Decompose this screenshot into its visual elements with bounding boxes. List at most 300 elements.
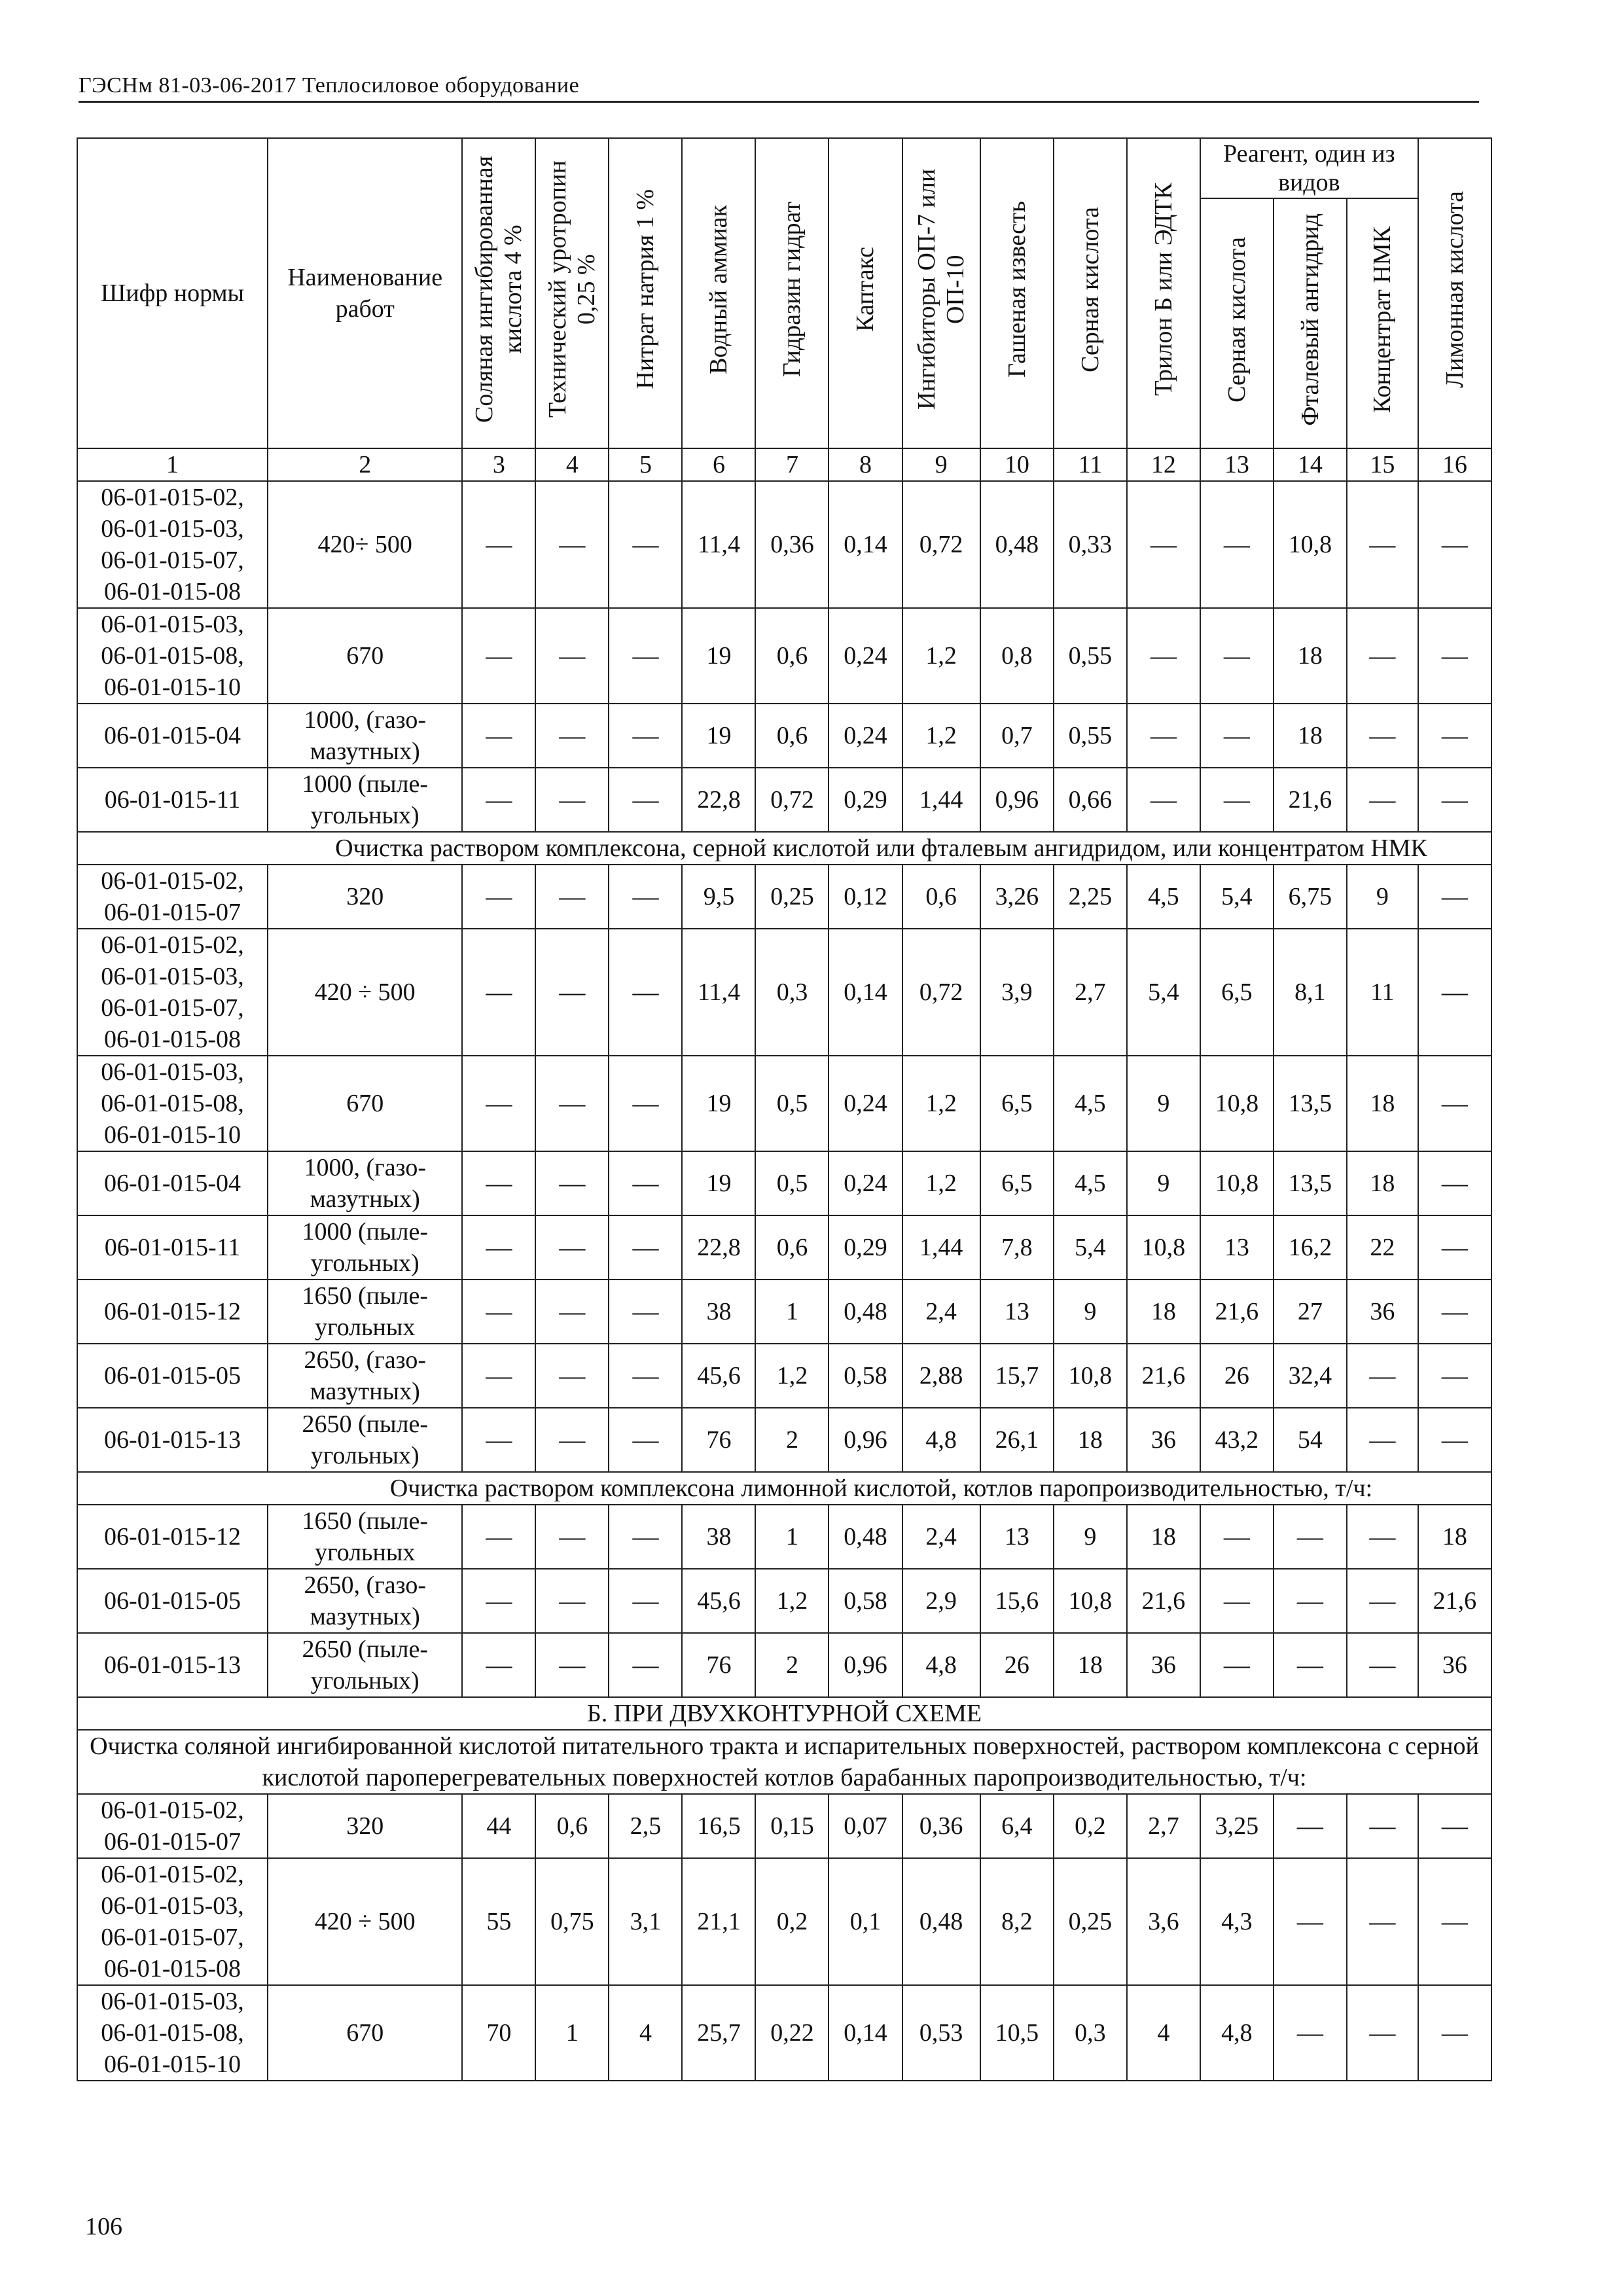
value-cell: — <box>609 608 682 704</box>
value-cell: 0,96 <box>829 1408 902 1472</box>
column-number: 2 <box>268 448 462 481</box>
value-cell: 7,8 <box>980 1215 1054 1280</box>
work-name-cell: 1000, (газо- мазутных) <box>268 1151 462 1215</box>
value-cell: 0,72 <box>902 481 980 608</box>
table-row <box>77 1344 1491 1408</box>
value-cell: 0,25 <box>1054 1858 1127 1985</box>
norm-code-cell: 06-01-015-12 <box>77 1505 268 1569</box>
work-name-cell: 1650 (пыле- угольных <box>268 1280 462 1344</box>
value-cell: — <box>1418 1280 1491 1344</box>
value-cell: — <box>1347 1408 1418 1472</box>
value-cell: — <box>1418 1985 1491 2081</box>
value-cell: 18 <box>1127 1280 1200 1344</box>
value-cell: 0,33 <box>1054 481 1127 608</box>
value-cell: — <box>1418 929 1491 1056</box>
section-heading: Очистка соляной ингибированной кислотой питательного тракта и испарительных поверхностей, раствором комплексона с серной кислотой пароперегревательных поверхностей котлов барабанных паропроизводительностью, т/ч: <box>77 1730 1491 1794</box>
value-cell: — <box>535 1151 609 1215</box>
value-cell: — <box>462 704 535 768</box>
value-cell: 0,3 <box>1054 1985 1127 2081</box>
value-cell: 0,48 <box>902 1858 980 1985</box>
value-cell: 0,6 <box>755 1215 829 1280</box>
value-cell: 10,8 <box>1200 1151 1274 1215</box>
value-cell: 0,12 <box>829 865 902 929</box>
column-number: 6 <box>682 448 755 481</box>
value-cell: — <box>535 1569 609 1633</box>
col-header-4: Технический уротропин 0,25 % <box>544 160 601 418</box>
value-cell: — <box>462 1633 535 1697</box>
value-cell: — <box>1274 1794 1347 1858</box>
value-cell: — <box>609 1569 682 1633</box>
value-cell: — <box>1274 1633 1347 1697</box>
value-cell: 2,25 <box>1054 865 1127 929</box>
value-cell: 0,53 <box>902 1985 980 2081</box>
value-cell: 25,7 <box>682 1985 755 2081</box>
value-cell: 0,7 <box>980 704 1054 768</box>
value-cell: 1 <box>755 1505 829 1569</box>
value-cell: 45,6 <box>682 1344 755 1408</box>
value-cell: 76 <box>682 1408 755 1472</box>
value-cell: 38 <box>682 1505 755 1569</box>
value-cell: 76 <box>682 1633 755 1697</box>
table-row <box>77 1408 1491 1472</box>
column-number: 8 <box>829 448 902 481</box>
value-cell: — <box>535 929 609 1056</box>
work-name-cell: 670 <box>268 608 462 704</box>
value-cell: — <box>1418 1344 1491 1408</box>
column-number: 16 <box>1418 448 1491 481</box>
value-cell: 8,1 <box>1274 929 1347 1056</box>
col-header-15: Концентрат НМК <box>1368 226 1397 413</box>
col-header-14: Фталевый ангидрид <box>1296 213 1324 426</box>
value-cell: 0,24 <box>829 1151 902 1215</box>
value-cell: — <box>609 1215 682 1280</box>
value-cell: — <box>535 1408 609 1472</box>
value-cell: 9 <box>1127 1056 1200 1151</box>
value-cell: 1,2 <box>902 1056 980 1151</box>
col-header-16: Лимонная кислота <box>1440 190 1469 388</box>
value-cell: 9,5 <box>682 865 755 929</box>
value-cell: 0,24 <box>829 704 902 768</box>
work-name-cell: 1000 (пыле- угольных) <box>268 768 462 832</box>
value-cell: — <box>1418 865 1491 929</box>
value-cell: 1,2 <box>902 1151 980 1215</box>
value-cell: 0,29 <box>829 768 902 832</box>
value-cell: 9 <box>1054 1505 1127 1569</box>
value-cell: 4,5 <box>1054 1056 1127 1151</box>
norm-code-cell: 06-01-015-03, 06-01-015-08, 06-01-015-10 <box>77 1056 268 1151</box>
value-cell: 13 <box>980 1505 1054 1569</box>
value-cell: 0,58 <box>829 1344 902 1408</box>
value-cell: — <box>609 704 682 768</box>
value-cell: — <box>609 768 682 832</box>
value-cell: — <box>1347 481 1418 608</box>
value-cell: 2,88 <box>902 1344 980 1408</box>
value-cell: 1,2 <box>755 1569 829 1633</box>
value-cell: 36 <box>1127 1408 1200 1472</box>
value-cell: 0,1 <box>829 1858 902 1985</box>
value-cell: — <box>1418 608 1491 704</box>
value-cell: — <box>1418 481 1491 608</box>
value-cell: 3,9 <box>980 929 1054 1056</box>
work-name-cell: 2650 (пыле- угольных) <box>268 1408 462 1472</box>
value-cell: 0,07 <box>829 1794 902 1858</box>
value-cell: 13 <box>980 1280 1054 1344</box>
value-cell: 18 <box>1418 1505 1491 1569</box>
value-cell: — <box>535 865 609 929</box>
value-cell: 16,5 <box>682 1794 755 1858</box>
value-cell: 45,6 <box>682 1569 755 1633</box>
value-cell: 43,2 <box>1200 1408 1274 1472</box>
value-cell: 0,6 <box>755 608 829 704</box>
norm-code-cell: 06-01-015-02, 06-01-015-07 <box>77 1794 268 1858</box>
value-cell: 0,55 <box>1054 608 1127 704</box>
table-row <box>77 1215 1491 1280</box>
value-cell: — <box>535 768 609 832</box>
value-cell: 0,48 <box>829 1505 902 1569</box>
value-cell: 0,72 <box>902 929 980 1056</box>
norm-code-cell: 06-01-015-02, 06-01-015-03, 06-01-015-07, 06-01-015-08 <box>77 481 268 608</box>
value-cell: 21,6 <box>1127 1569 1200 1633</box>
column-number: 5 <box>609 448 682 481</box>
value-cell: 0,96 <box>829 1633 902 1697</box>
section-row <box>77 832 1491 865</box>
value-cell: 1,44 <box>902 768 980 832</box>
table-row <box>77 1985 1491 2081</box>
value-cell: 4,5 <box>1054 1151 1127 1215</box>
value-cell: — <box>1347 1505 1418 1569</box>
value-cell: 0,15 <box>755 1794 829 1858</box>
value-cell: — <box>1418 1151 1491 1215</box>
norm-code-cell: 06-01-015-05 <box>77 1569 268 1633</box>
value-cell: 0,36 <box>902 1794 980 1858</box>
value-cell: — <box>1274 1985 1347 2081</box>
value-cell: 36 <box>1418 1633 1491 1697</box>
value-cell: — <box>1347 1985 1418 2081</box>
work-name-cell: 320 <box>268 1794 462 1858</box>
value-cell: 11 <box>1347 929 1418 1056</box>
value-cell: — <box>1200 1633 1274 1697</box>
value-cell: — <box>462 1151 535 1215</box>
value-cell: 26 <box>980 1633 1054 1697</box>
col-header-10: Гашеная известь <box>1003 201 1031 378</box>
value-cell: — <box>462 481 535 608</box>
norm-code-cell: 06-01-015-02, 06-01-015-03, 06-01-015-07, 06-01-015-08 <box>77 1858 268 1985</box>
value-cell: 0,48 <box>980 481 1054 608</box>
value-cell: 5,4 <box>1054 1215 1127 1280</box>
section-row <box>77 1697 1491 1730</box>
table-row <box>77 1633 1491 1697</box>
value-cell: 0,5 <box>755 1056 829 1151</box>
col-header-12: Трилон Б или ЭДТК <box>1149 183 1177 396</box>
col-header-5: Нитрат натрия 1 % <box>632 189 660 389</box>
value-cell: — <box>462 1280 535 1344</box>
norm-code-cell: 06-01-015-04 <box>77 704 268 768</box>
value-cell: 18 <box>1127 1505 1200 1569</box>
value-cell: 13 <box>1200 1215 1274 1280</box>
page-number: 106 <box>85 2213 122 2240</box>
value-cell: — <box>1347 608 1418 704</box>
norm-code-cell: 06-01-015-11 <box>77 1215 268 1280</box>
section-heading: Очистка раствором комплексона, серной кислотой или фталевым ангидридом, или концентратом НМК <box>77 832 1491 865</box>
value-cell: 11,4 <box>682 929 755 1056</box>
table-row <box>77 1569 1491 1633</box>
value-cell: — <box>462 768 535 832</box>
value-cell: — <box>1418 1858 1491 1985</box>
column-numbers-row <box>77 448 1491 481</box>
column-number: 3 <box>462 448 535 481</box>
table-row <box>77 929 1491 1056</box>
section-heading: Очистка раствором комплексона лимонной кислотой, котлов паропроизводительностью, т/ч: <box>77 1472 1491 1505</box>
column-number: 14 <box>1274 448 1347 481</box>
col-header-name: Наименование работ <box>268 138 462 448</box>
value-cell: — <box>609 929 682 1056</box>
table-row <box>77 608 1491 704</box>
value-cell: — <box>462 1408 535 1472</box>
norm-code-cell: 06-01-015-13 <box>77 1408 268 1472</box>
value-cell: 2,5 <box>609 1794 682 1858</box>
value-cell: 19 <box>682 1151 755 1215</box>
value-cell: 2,7 <box>1127 1794 1200 1858</box>
value-cell: 0,6 <box>535 1794 609 1858</box>
value-cell: — <box>609 1056 682 1151</box>
value-cell: 11,4 <box>682 481 755 608</box>
table-row <box>77 1505 1491 1569</box>
value-cell: — <box>535 1215 609 1280</box>
value-cell: — <box>535 1344 609 1408</box>
value-cell: 3,25 <box>1200 1794 1274 1858</box>
value-cell: 26,1 <box>980 1408 1054 1472</box>
col-header-7: Гидразин гидрат <box>778 202 806 377</box>
norm-code-cell: 06-01-015-02, 06-01-015-07 <box>77 865 268 929</box>
work-name-cell: 1000, (газо- мазутных) <box>268 704 462 768</box>
value-cell: — <box>609 1408 682 1472</box>
value-cell: 0,24 <box>829 1056 902 1151</box>
value-cell: 4,8 <box>1200 1985 1274 2081</box>
value-cell: 19 <box>682 1056 755 1151</box>
work-name-cell: 1000 (пыле- угольных) <box>268 1215 462 1280</box>
value-cell: — <box>609 1633 682 1697</box>
table-row <box>77 768 1491 832</box>
value-cell: — <box>1127 704 1200 768</box>
value-cell: — <box>1418 1215 1491 1280</box>
value-cell: 2,4 <box>902 1505 980 1569</box>
value-cell: 10,8 <box>1054 1569 1127 1633</box>
value-cell: — <box>462 1505 535 1569</box>
value-cell: 15,6 <box>980 1569 1054 1633</box>
value-cell: — <box>1274 1858 1347 1985</box>
col-header-6: Водный аммиак <box>705 204 733 374</box>
value-cell: 18 <box>1347 1151 1418 1215</box>
value-cell: 21,6 <box>1418 1569 1491 1633</box>
value-cell: 6,5 <box>1200 929 1274 1056</box>
value-cell: 0,3 <box>755 929 829 1056</box>
value-cell: 1,2 <box>902 704 980 768</box>
value-cell: — <box>1347 768 1418 832</box>
table-row <box>77 1056 1491 1151</box>
value-cell: — <box>1274 1505 1347 1569</box>
column-number: 9 <box>902 448 980 481</box>
value-cell: 38 <box>682 1280 755 1344</box>
col-header-13: Серная кислота <box>1222 236 1251 403</box>
value-cell: 32,4 <box>1274 1344 1347 1408</box>
value-cell: 26 <box>1200 1344 1274 1408</box>
group-heading: Б. ПРИ ДВУХКОНТУРНОЙ СХЕМЕ <box>77 1697 1491 1730</box>
value-cell: — <box>462 1056 535 1151</box>
work-name-cell: 1650 (пыле- угольных <box>268 1505 462 1569</box>
value-cell: 13,5 <box>1274 1056 1347 1151</box>
value-cell: 0,48 <box>829 1280 902 1344</box>
value-cell: 21,1 <box>682 1858 755 1985</box>
value-cell: 0,5 <box>755 1151 829 1215</box>
norm-code-cell: 06-01-015-04 <box>77 1151 268 1215</box>
value-cell: 22,8 <box>682 1215 755 1280</box>
value-cell: 70 <box>462 1985 535 2081</box>
value-cell: 5,4 <box>1127 929 1200 1056</box>
value-cell: — <box>1347 1344 1418 1408</box>
col-header-11: Серная кислота <box>1076 206 1104 372</box>
value-cell: 4,8 <box>902 1408 980 1472</box>
value-cell: 9 <box>1127 1151 1200 1215</box>
value-cell: — <box>1127 608 1200 704</box>
value-cell: — <box>1418 1408 1491 1472</box>
value-cell: 2 <box>755 1408 829 1472</box>
value-cell: — <box>1200 1569 1274 1633</box>
value-cell: 4,5 <box>1127 865 1200 929</box>
col-header-code: Шифр нормы <box>77 138 268 448</box>
value-cell: 18 <box>1054 1408 1127 1472</box>
norm-code-cell: 06-01-015-03, 06-01-015-08, 06-01-015-10 <box>77 1985 268 2081</box>
table-row <box>77 1858 1491 1985</box>
value-cell: 0,29 <box>829 1215 902 1280</box>
norm-code-cell: 06-01-015-13 <box>77 1633 268 1697</box>
norms-table <box>77 137 1492 2081</box>
work-name-cell: 420÷ 500 <box>268 481 462 608</box>
value-cell: 9 <box>1054 1280 1127 1344</box>
value-cell: 0,8 <box>980 608 1054 704</box>
value-cell: 8,2 <box>980 1858 1054 1985</box>
column-number: 7 <box>755 448 829 481</box>
value-cell: 6,75 <box>1274 865 1347 929</box>
section-row <box>77 1730 1491 1794</box>
col-header-8: Каптакс <box>851 247 880 332</box>
norm-code-cell: 06-01-015-05 <box>77 1344 268 1408</box>
column-number: 13 <box>1200 448 1274 481</box>
value-cell: — <box>462 929 535 1056</box>
value-cell: 22 <box>1347 1215 1418 1280</box>
value-cell: 2,9 <box>902 1569 980 1633</box>
value-cell: 18 <box>1274 704 1347 768</box>
value-cell: — <box>1347 1569 1418 1633</box>
norm-code-cell: 06-01-015-12 <box>77 1280 268 1344</box>
value-cell: — <box>1347 1633 1418 1697</box>
value-cell: — <box>1347 1858 1418 1985</box>
value-cell: 0,66 <box>1054 768 1127 832</box>
value-cell: — <box>535 1056 609 1151</box>
work-name-cell: 420 ÷ 500 <box>268 929 462 1056</box>
table-row <box>77 1151 1491 1215</box>
value-cell: 22,8 <box>682 768 755 832</box>
value-cell: 13,5 <box>1274 1151 1347 1215</box>
value-cell: 4 <box>1127 1985 1200 2081</box>
value-cell: — <box>462 1215 535 1280</box>
value-cell: 5,4 <box>1200 865 1274 929</box>
value-cell: 0,25 <box>755 865 829 929</box>
value-cell: 1,2 <box>755 1344 829 1408</box>
table-row <box>77 865 1491 929</box>
value-cell: 0,24 <box>829 608 902 704</box>
value-cell: — <box>609 1151 682 1215</box>
column-number: 1 <box>77 448 268 481</box>
page-header: ГЭСНм 81-03-06-2017 Теплосиловое оборудование <box>79 73 1479 103</box>
section-row <box>77 1472 1491 1505</box>
value-cell: 0,22 <box>755 1985 829 2081</box>
value-cell: 4 <box>609 1985 682 2081</box>
value-cell: 3,26 <box>980 865 1054 929</box>
norm-code-cell: 06-01-015-03, 06-01-015-08, 06-01-015-10 <box>77 608 268 704</box>
norm-code-cell: 06-01-015-02, 06-01-015-03, 06-01-015-07, 06-01-015-08 <box>77 929 268 1056</box>
value-cell: — <box>609 1280 682 1344</box>
value-cell: — <box>462 865 535 929</box>
norm-code-cell: 06-01-015-11 <box>77 768 268 832</box>
value-cell: 36 <box>1127 1633 1200 1697</box>
value-cell: 10,8 <box>1274 481 1347 608</box>
value-cell: 0,58 <box>829 1569 902 1633</box>
value-cell: — <box>1418 704 1491 768</box>
col-header-9: Ингибиторы ОП-7 или ОП-10 <box>913 168 970 410</box>
value-cell: — <box>609 481 682 608</box>
value-cell: 19 <box>682 704 755 768</box>
value-cell: — <box>1200 704 1274 768</box>
value-cell: 36 <box>1347 1280 1418 1344</box>
value-cell: 3,6 <box>1127 1858 1200 1985</box>
value-cell: 44 <box>462 1794 535 1858</box>
col-header-3: Соляная ингибированная кислота 4 % <box>471 155 527 423</box>
value-cell: 10,8 <box>1200 1056 1274 1151</box>
value-cell: 9 <box>1347 865 1418 929</box>
value-cell: 10,5 <box>980 1985 1054 2081</box>
value-cell: 0,2 <box>755 1858 829 1985</box>
value-cell: — <box>1418 768 1491 832</box>
value-cell: 3,1 <box>609 1858 682 1985</box>
value-cell: 0,2 <box>1054 1794 1127 1858</box>
value-cell: — <box>1347 704 1418 768</box>
value-cell: 18 <box>1274 608 1347 704</box>
value-cell: 15,7 <box>980 1344 1054 1408</box>
table-row <box>77 1280 1491 1344</box>
value-cell: — <box>1127 481 1200 608</box>
value-cell: 0,14 <box>829 1985 902 2081</box>
value-cell: 10,8 <box>1054 1344 1127 1408</box>
value-cell: — <box>535 1633 609 1697</box>
value-cell: — <box>609 1505 682 1569</box>
value-cell: — <box>535 1280 609 1344</box>
value-cell: 0,55 <box>1054 704 1127 768</box>
work-name-cell: 670 <box>268 1056 462 1151</box>
work-name-cell: 2650 (пыле- угольных) <box>268 1633 462 1697</box>
value-cell: — <box>1200 481 1274 608</box>
column-number: 12 <box>1127 448 1200 481</box>
value-cell: — <box>535 1505 609 1569</box>
value-cell: 54 <box>1274 1408 1347 1472</box>
value-cell: 2,7 <box>1054 929 1127 1056</box>
value-cell: 4,8 <box>902 1633 980 1697</box>
work-name-cell: 320 <box>268 865 462 929</box>
value-cell: 10,8 <box>1127 1215 1200 1280</box>
value-cell: 0,75 <box>535 1858 609 1985</box>
value-cell: 19 <box>682 608 755 704</box>
value-cell: 16,2 <box>1274 1215 1347 1280</box>
value-cell: — <box>1274 1569 1347 1633</box>
